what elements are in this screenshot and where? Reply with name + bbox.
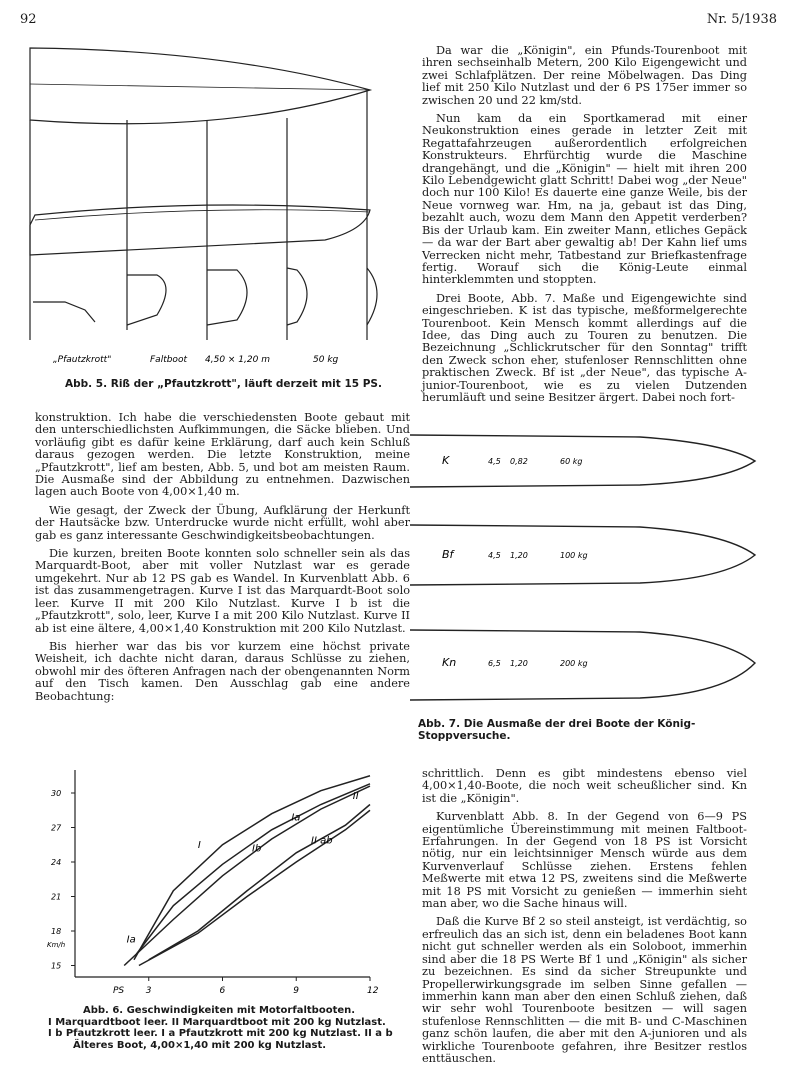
boat-name: K bbox=[442, 454, 450, 467]
series-line bbox=[136, 784, 370, 954]
fig5-label-weight: 50 kg bbox=[313, 355, 339, 365]
series-line bbox=[139, 810, 370, 965]
series-label: Ib bbox=[252, 843, 262, 855]
y-tick-label: 21 bbox=[51, 892, 62, 902]
right-column-top bbox=[422, 45, 747, 410]
fig6-caption-line: Abb. 6. Geschwindigkeiten mit Motorfaltbooten. bbox=[83, 1005, 356, 1016]
left-paragraph: Wie gesagt, der Zweck der Übung, Aufklärung der Herkunft der Hautsäcke bzw. Unterdrucke wurde nicht erfüllt, wohl aber gab es ganz interessante Geschwindigkeitsbeobachtungen. bbox=[35, 503, 410, 542]
x-tick-label: 9 bbox=[293, 986, 299, 996]
left-paragraph: konstruktion. Ich habe die verschiedensten Boote gebaut mit den unterschiedlichsten Aufkimmungen, die Säcke blieben. Und vorläufig gibt es dafür keine Erklärung, darf auch kein Schluß daraus gezogen werden. Die letzte Konstruktion, meine „Pfautzkrott", lief am besten, Abb. 5, und bot am meisten Raum. Die Ausmaße sind der Abbildung zu entnehmen. Dazwischen lagen auch Boote von 4,00×1,40 m. bbox=[35, 411, 410, 499]
fig6-chart bbox=[40, 745, 380, 1005]
left-paragraph: Die kurzen, breiten Boote konnten solo schneller sein als das Marquardt-Boot, aber mit voller Nutzlast war es gerade umgekehrt. Nur ab 12 PS gab es Wandel. In Kurvenblatt Abb. 6 ist das zusammengetragen. Kurve I ist das Marquardt-Boot solo leer. Kurve II mit 200 Kilo Nutzlast. Kurve I b ist die „Pfautzkrott", solo, leer, Kurve I a mit 200 Kilo Nutzlast. Kurve II ab ist eine ältere, 4,00×1,40 Konstruktion mit 200 Kilo Nutzlast. bbox=[35, 547, 410, 635]
right-paragraph: Nun kam da ein Sportkamerad mit einer Neukonstruktion eines gerade in letzter Zeit mit Regattafahrzeugen außerordentlich erfolgreichen Konstrukteurs. Ehrfürchtig wurde die Maschine drangehängt, und die „Königin" — hielt mit ihren 200 Kilo Lebendgewicht glatt Schritt! Dabei wog „der Neue" doch nur 100 Kilo! Es dauerte eine ganze Weile, bis der Neue vornweg war. Hm, na ja, gebaut ist das Ding, bezahlt auch, wozu dem Mann den Appetit verderben? Bis der Urlaub kam. Ein zweiter Mann, etliches Gepäck — da war der Bart aber gewaltig ab! Der Kahn lief ums Verrecken nicht mehr, Tatbestand zur Briefkastenfrage fertig. Worauf sich die König-Leute einmal hinterklemmten und stoppten. bbox=[422, 112, 747, 287]
boat-beam: 1,20 bbox=[510, 659, 528, 668]
fig6-caption-line: Älteres Boot, 4,00×1,40 mit 200 kg Nutzlast. bbox=[73, 1039, 327, 1051]
series-label: II ab bbox=[311, 835, 333, 847]
fig5-caption: Abb. 5. Riß der „Pfautzkrott", läuft derzeit mit 15 PS. bbox=[65, 378, 382, 390]
left-paragraph: Bis hierher war das bis vor kurzem eine höchst private Weisheit, ich dachte nicht daran, daraus Schlüsse zu ziehen, obwohl mir des öfteren Anfragen nach der obengenannten Norm auf den Tisch kamen. Den Ausschlag gab eine andere Beobachtung: bbox=[35, 639, 410, 703]
x-tick-label: 12 bbox=[367, 986, 379, 996]
boat-beam: 1,20 bbox=[510, 551, 528, 560]
fig5-drawing bbox=[25, 40, 405, 370]
fig5-label-name: „Pfautzkrott" bbox=[53, 355, 112, 365]
boat-name: Bf bbox=[442, 548, 454, 561]
x-tick-label: 6 bbox=[219, 986, 226, 996]
right-paragraph: Drei Boote, Abb. 7. Maße und Eigengewichte sind eingeschrieben. K ist das typische, meßformelgerechte Tourenboot. Kein Mensch kommt allerdings auf die Idee, das Ding auch zu Touren zu benutzen. Die Bezeichnung „Schlickrutscher für den Sonntag" trifft den Zweck schon eher, stufenloser Rennschlitten ohne praktischen Zweck. Bf ist „der Neue", das typische A-junior-Tourenboot, wie es zu vielen Dutzenden herumläuft und seine Besitzer ärgert. Dabei noch fort- bbox=[422, 291, 747, 404]
boat-length: 4,5 bbox=[488, 551, 501, 560]
right-paragraph: schrittlich. Denn es gibt mindestens ebenso viel 4,00×1,40-Boote, die noch weit scheußlicher sind. Kn ist die „Königin". bbox=[422, 767, 747, 805]
fig5-label-dims: 4,50 × 1,20 m bbox=[205, 355, 270, 365]
y-tick-label: 27 bbox=[51, 823, 62, 833]
series-label: II bbox=[352, 790, 359, 802]
fig6-caption bbox=[48, 1005, 398, 1051]
boat-length: 6,5 bbox=[488, 659, 501, 668]
boat-name: Kn bbox=[442, 656, 457, 669]
right-paragraph: Daß die Kurve Bf 2 so steil ansteigt, ist verdächtig, so erfreulich das an sich ist, denn ein beladenes Boot kann nicht gut schneller werden als ein Soloboot, immerhin sind aber die 18 PS Werte Bf 1 und „Königin" als sicher zu bezeichnen. Es sind da sicher Streupunkte und Propellerwirkungsgrade im selben Sinne gefallen — immerhin kann man aber den einen Schluß ziehen, daß wir sehr wohl Tourenboote besitzen — will sagen stufenlose Rennschlitten — die mit B- und C-Maschinen ganz schön laufen, die aber mit den A-junioren und als wirkliche Tourenboote gefahren, ihre Besitzer restlos enttäuschen. bbox=[422, 915, 747, 1065]
y-tick-label: 30 bbox=[51, 789, 62, 798]
page-number: 92 bbox=[20, 12, 37, 27]
boat-weight: 60 kg bbox=[560, 457, 583, 466]
left-column bbox=[35, 412, 410, 709]
boat-weight: 100 kg bbox=[560, 551, 588, 560]
boat-weight: 200 kg bbox=[560, 659, 588, 668]
fig6-caption-line: I Marquardtboot leer. II Marquardtboot mit 200 kg Nutzlast. bbox=[48, 1016, 386, 1028]
boat-outline bbox=[410, 435, 755, 487]
y-axis-label: Km/h bbox=[47, 941, 66, 950]
y-tick-label: 18 bbox=[51, 927, 62, 936]
series-label: Ia bbox=[126, 934, 136, 946]
series-label: I bbox=[197, 840, 201, 852]
series-line bbox=[124, 786, 370, 965]
x-axis-label: PS bbox=[113, 986, 125, 996]
boat-length: 4,5 bbox=[488, 457, 501, 466]
series-label: Ia bbox=[291, 812, 301, 824]
fig5-label-type: Faltboot bbox=[150, 355, 187, 365]
right-column-bottom bbox=[422, 768, 747, 1071]
fig7-drawing bbox=[410, 425, 760, 715]
plan-outline bbox=[30, 48, 370, 124]
side-outline bbox=[30, 205, 370, 255]
issue-number: Nr. 5/1938 bbox=[706, 12, 777, 27]
right-paragraph: Kurvenblatt Abb. 8. In der Gegend von 6—9 PS eigentümliche Übereinstimmung mit meinen Faltboot-Erfahrungen. In der Gegend von 18 PS ist Vorsicht nötig, nur ein leichtsinniger Mensch würde aus dem Kurvenverlauf Schlüsse ziehen. Erstens fehlen Meßwerte mit etwa 12 PS, zweitens sind die Meßwerte mit 18 PS mit Vorsicht zu genießen — immerhin sieht man aber, wo die Sache hinaus will. bbox=[422, 810, 747, 911]
y-tick-label: 24 bbox=[51, 858, 62, 867]
boat-beam: 0,82 bbox=[510, 457, 528, 466]
fig6-caption-line: I b Pfautzkrott leer. I a Pfautzkrott mit 200 kg Nutzlast. II a b bbox=[48, 1028, 393, 1039]
y-tick-label: 15 bbox=[51, 961, 62, 971]
x-tick-label: 3 bbox=[145, 986, 152, 996]
right-paragraph: Da war die „Königin", ein Pfunds-Tourenboot mit ihren sechseinhalb Metern, 200 Kilo Eigengewicht und zwei Schlafplätzen. Der reine Möbelwagen. Das Ding lief mit 250 Kilo Nutzlast und der 6 PS 175er immer so zwischen 20 und 22 km/std. bbox=[422, 44, 747, 107]
fig7-caption: Abb. 7. Die Ausmaße der drei Boote der König-Stoppversuche. bbox=[418, 718, 696, 742]
